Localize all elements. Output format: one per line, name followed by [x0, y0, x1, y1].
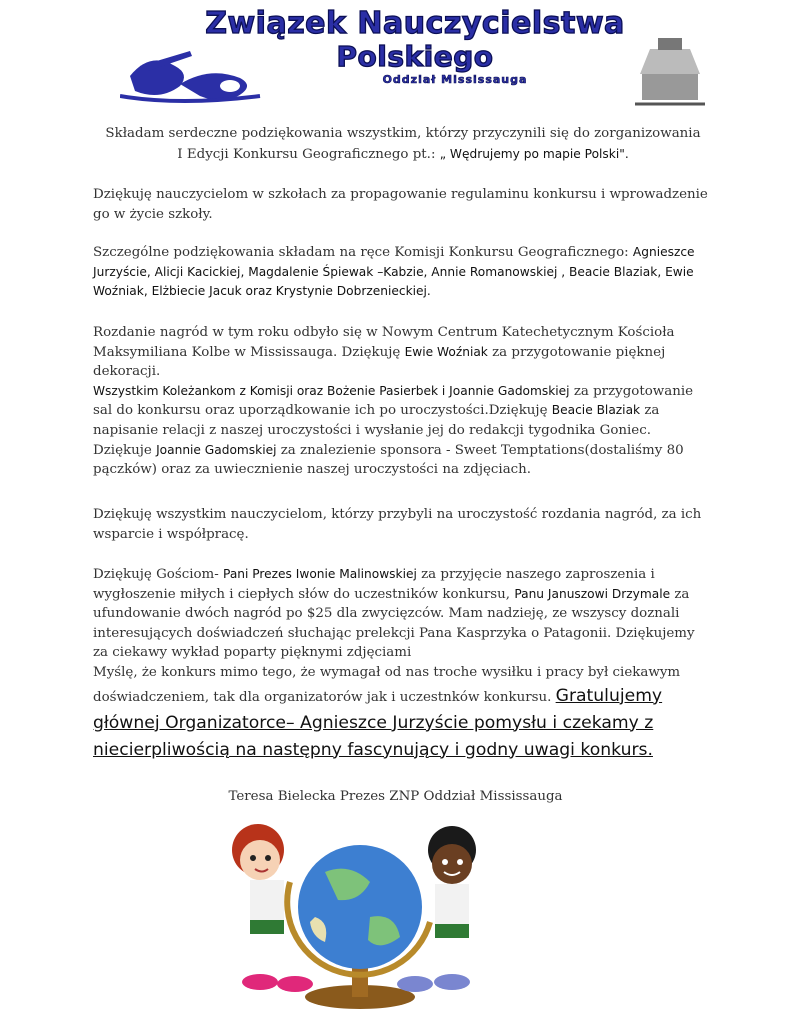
ceremony-text-3: za przygotowanie sal do konkursu oraz uporządkowanie ich po uroczystości.Dziękuję — [93, 383, 694, 419]
guests-name-2: Panu Januszowi Drzymale — [514, 586, 671, 601]
ceremony-text-4: za napisanie relacji z naszej uroczystości i wysłanie jej do redakcji tygodnika Goniec. Dziękuje — [93, 403, 660, 458]
intro-line2 — [93, 144, 713, 165]
ceremony-name-1: Ewie Woźniak — [404, 344, 488, 359]
children-globe-illustration — [220, 822, 510, 1012]
congratulations-text: Gratulujemy głównej Organizatorce– Agnieszce Jurzyście pomysłu i czekamy z niecierpliwością na następny fascynujący i godny uwagi konkurs. — [93, 685, 663, 760]
guests-text-3: za ufundowanie dwóch nagród po $25 dla zwycięzców. Mam nadzieję, ze wszyscy doznali interesujących doświadczeń słuchając prelekcji Pana Kasprzyka o Patagonii. Dziękujemy za ciekawy wykład poparty pięknymi zdjęciami — [93, 586, 695, 661]
guests-name-1: Pani Prezes Iwonie Malinowskiej — [223, 567, 417, 581]
banner-title-line2: Polskiego — [336, 40, 494, 73]
contest-title: „ Wędrujemy po mapie Polski". — [439, 147, 629, 161]
signature: Teresa Bielecka Prezes ZNP Oddział Mississauga — [228, 789, 563, 804]
ceremony-text-2: za przygotowanie pięknej dekoracji. — [93, 344, 666, 380]
paragraph-teachers: Dziękuję nauczycielom w szkołach za propagowanie regulaminu konkursu i wprowadzenie go w życie szkoły. — [93, 187, 708, 222]
guests-text-2: za przyjęcie naszego zaproszenia i wygłoszenie miłych i ciepłych słów do uczestników konkursu, — [93, 567, 655, 602]
commission-text: Szczególne podziękowania składam na ręce Komisji Konkursu Geograficznego: — [93, 245, 633, 260]
ceremony-name-3: Beacie Blaziak — [551, 403, 641, 418]
intro-line1: Składam serdeczne podziękowania wszystkim, którzy przyczynili się do zorganizowania — [105, 126, 701, 141]
ceremony-name-4: Joannie Gadomskiej — [156, 442, 277, 457]
banner-subtitle: Oddział Mississauga — [382, 73, 528, 86]
intro-paragraph — [93, 124, 713, 165]
ceremony-text-5: za znalezienie sponsora - Sweet Temptations(dostaliśmy 80 pączków) oraz za uwiecznienie naszej uroczystości na zdjęciach. — [93, 442, 684, 478]
paragraph-thanks-teachers: Dziękuję wszystkim nauczycielom, którzy przybyli na uroczystość rozdania nagród, za ich wsparcie i współpracę. — [93, 507, 702, 542]
header-banner — [115, 6, 715, 110]
guests-text-4: Myślę, że konkurs mimo tego, że wymagał od nas troche wysiłku i pracy był ciekawym doświadczeniem, tak dla organizatorów jak i uczestnków konkursu. — [93, 664, 681, 705]
intro-line2-text: I Edycji Konkursu Geograficznego pt.: — [177, 147, 440, 162]
ceremony-text-1: Rozdanie nagród w tym roku odbyło się w Nowym Centrum Katechetycznym Kościoła Maksymiliana Kolbe w Mississauga. Dziękuję — [93, 325, 675, 360]
swan-ink-logo-icon — [120, 46, 270, 106]
guests-text-1: Dziękuję Gościom- — [93, 567, 224, 582]
commission-names: Agnieszce Jurzyście, Alicji Kacickiej, Magdalenie Śpiewak –Kabzie, Annie Romanowskiej , Beacie Blaziak, Ewie Woźniak, Elżbiecie Jacuk oraz Krystynie Dobrzenieckiej. — [93, 245, 695, 299]
paragraph-guests — [93, 565, 713, 764]
inkwell-icon — [630, 34, 710, 108]
banner-title-line1: Związek Nauczycielstwa — [205, 6, 625, 41]
paragraph-ceremony — [93, 323, 713, 480]
paragraph-commission — [93, 243, 713, 302]
ceremony-name-2: Wszystkim Koleżankom z Komisji oraz Bożenie Pasierbek i Joannie Gadomskiej — [93, 383, 570, 398]
